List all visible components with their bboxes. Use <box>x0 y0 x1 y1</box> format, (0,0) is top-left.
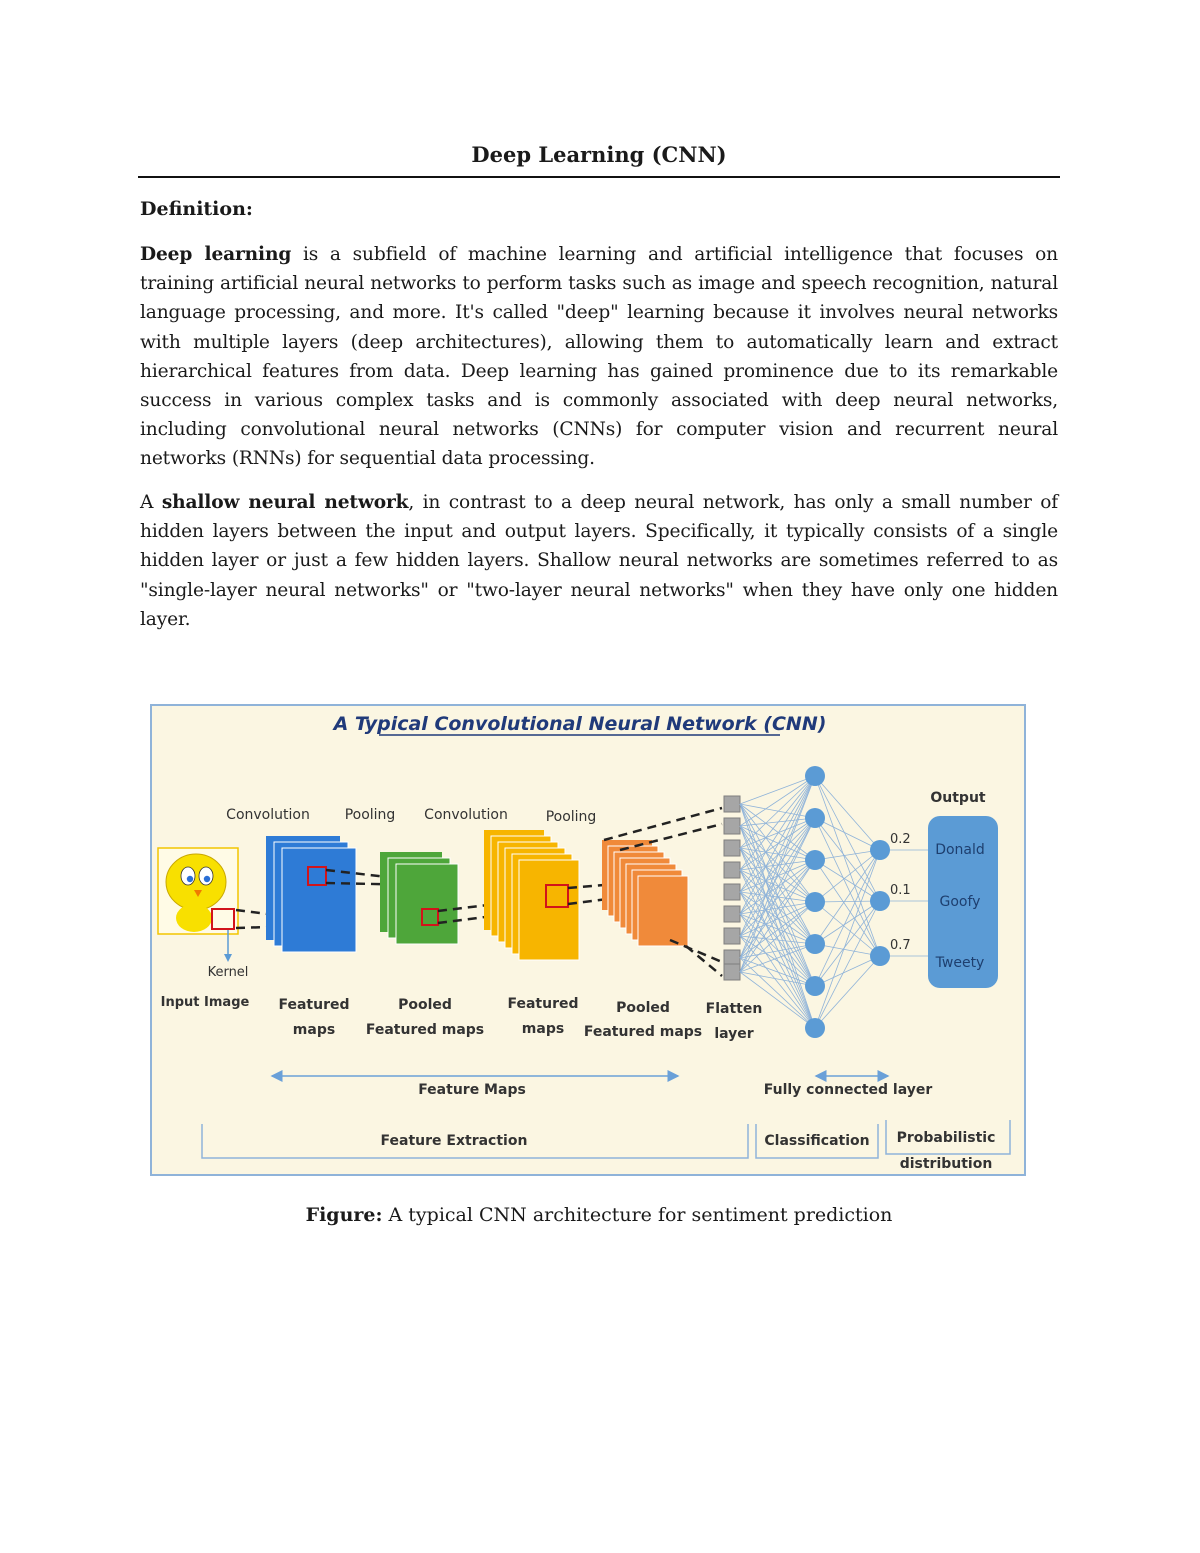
hidden-node <box>805 934 825 954</box>
stage-label-pooling-1: Pooling <box>344 807 396 823</box>
output-node <box>870 840 890 860</box>
stage-label-convolution-2: Convolution <box>424 807 508 823</box>
caption-text: A typical CNN architecture for sentiment prediction <box>382 1204 893 1226</box>
probabilistic-label-line2: distribution <box>899 1156 993 1172</box>
pooled-maps-2-line2: Featured maps <box>583 1024 703 1040</box>
deep-learning-paragraph <box>140 240 1058 474</box>
hidden-node <box>805 808 825 828</box>
flatten-cell <box>724 964 740 980</box>
flatten-label-line2: layer <box>714 1026 754 1042</box>
flatten-layer <box>724 796 740 980</box>
prob-donald: 0.2 <box>890 832 911 847</box>
output-label-donald: Donald <box>935 842 985 858</box>
shallow-prefix: A <box>140 492 162 513</box>
featured-maps-1-line2: maps <box>292 1022 336 1038</box>
input-image <box>158 848 238 934</box>
featured-maps-1-line1: Featured <box>278 997 350 1013</box>
shallow-network-text: , in contrast to a deep neural network, has only a small number of hidden layers between the input and output layers. Specifically, it typically consists of a single hidden layer or just a few hidden layers. Shallow neural networks are sometimes referred to as "single-layer neural networks" or "two-layer neural networks" when they have only one hidden layer. <box>140 492 1059 630</box>
stage-label-pooling-2: Pooling <box>545 809 597 825</box>
cnn-figure <box>150 704 1026 1176</box>
feature-maps-label: Feature Maps <box>418 1082 526 1098</box>
stage-label-convolution-1: Convolution <box>226 807 310 823</box>
pooled-maps-1-line1: Pooled <box>398 997 452 1013</box>
definition-label: Definition: <box>140 198 253 220</box>
kernel-label: Kernel <box>207 965 249 980</box>
classification-label: Classification <box>764 1133 870 1149</box>
figure-caption <box>140 1204 1058 1226</box>
flatten-cell <box>724 884 740 900</box>
hidden-node <box>805 850 825 870</box>
flatten-cell <box>724 796 740 812</box>
flatten-cell <box>724 840 740 856</box>
pooled-maps-1-line2: Featured maps <box>365 1022 485 1038</box>
cnn-diagram <box>150 704 1026 1176</box>
output-node <box>870 946 890 966</box>
probabilistic-label-line1: Probabilistic <box>896 1130 996 1146</box>
shallow-network-paragraph <box>140 488 1058 634</box>
flatten-cell <box>724 818 740 834</box>
flatten-cell <box>724 862 740 878</box>
pooled-maps-2-line1: Pooled <box>616 1000 670 1016</box>
flatten-cell <box>724 906 740 922</box>
input-image-label: Input Image <box>160 995 250 1010</box>
pooled-maps-stack-1 <box>380 852 458 944</box>
output-node <box>870 891 890 911</box>
deep-learning-text: is a subfield of machine learning and artificial intelligence that focuses on training artificial neural networks to perform tasks such as image and speech recognition, natural language processing, and more. It's called "deep" learning because it involves neural networks with multiple layers (deep architectures), allowing them to automatically learn and extract hierarchical features from data. Deep learning has gained prominence due to its remarkable success in various complex tasks and is commonly associated with deep neural networks, including convolutional neural networks (CNNs) for computer vision and recurrent neural networks (RNNs) for sequential data processing. <box>140 244 1058 470</box>
prob-tweety: 0.7 <box>890 938 911 953</box>
output-title: Output <box>930 790 986 806</box>
output-label-tweety: Tweety <box>935 955 985 971</box>
featured-maps-2-line1: Featured <box>507 996 579 1012</box>
hidden-node <box>805 1018 825 1038</box>
feature-extraction-label: Feature Extraction <box>380 1133 528 1149</box>
featured-maps-stack-2 <box>484 830 579 960</box>
fully-connected-label: Fully connected layer <box>763 1082 933 1098</box>
hidden-node <box>805 766 825 786</box>
title-underline <box>138 176 1060 178</box>
caption-label: Figure: <box>305 1204 383 1226</box>
featured-maps-stack-1 <box>266 836 356 952</box>
featured-maps-2-line2: maps <box>521 1021 565 1037</box>
hidden-node <box>805 892 825 912</box>
output-label-goofy: Goofy <box>939 894 981 910</box>
deep-learning-term: Deep learning <box>140 244 292 265</box>
hidden-node <box>805 976 825 996</box>
prob-goofy: 0.1 <box>890 883 911 898</box>
page-title: Deep Learning (CNN) <box>471 142 727 167</box>
flatten-cell <box>724 928 740 944</box>
shallow-network-term: shallow neural network <box>161 492 409 513</box>
diagram-title: A Typical Convolutional Neural Network (CNN) <box>333 713 827 735</box>
flatten-label-line1: Flatten <box>705 1001 763 1017</box>
